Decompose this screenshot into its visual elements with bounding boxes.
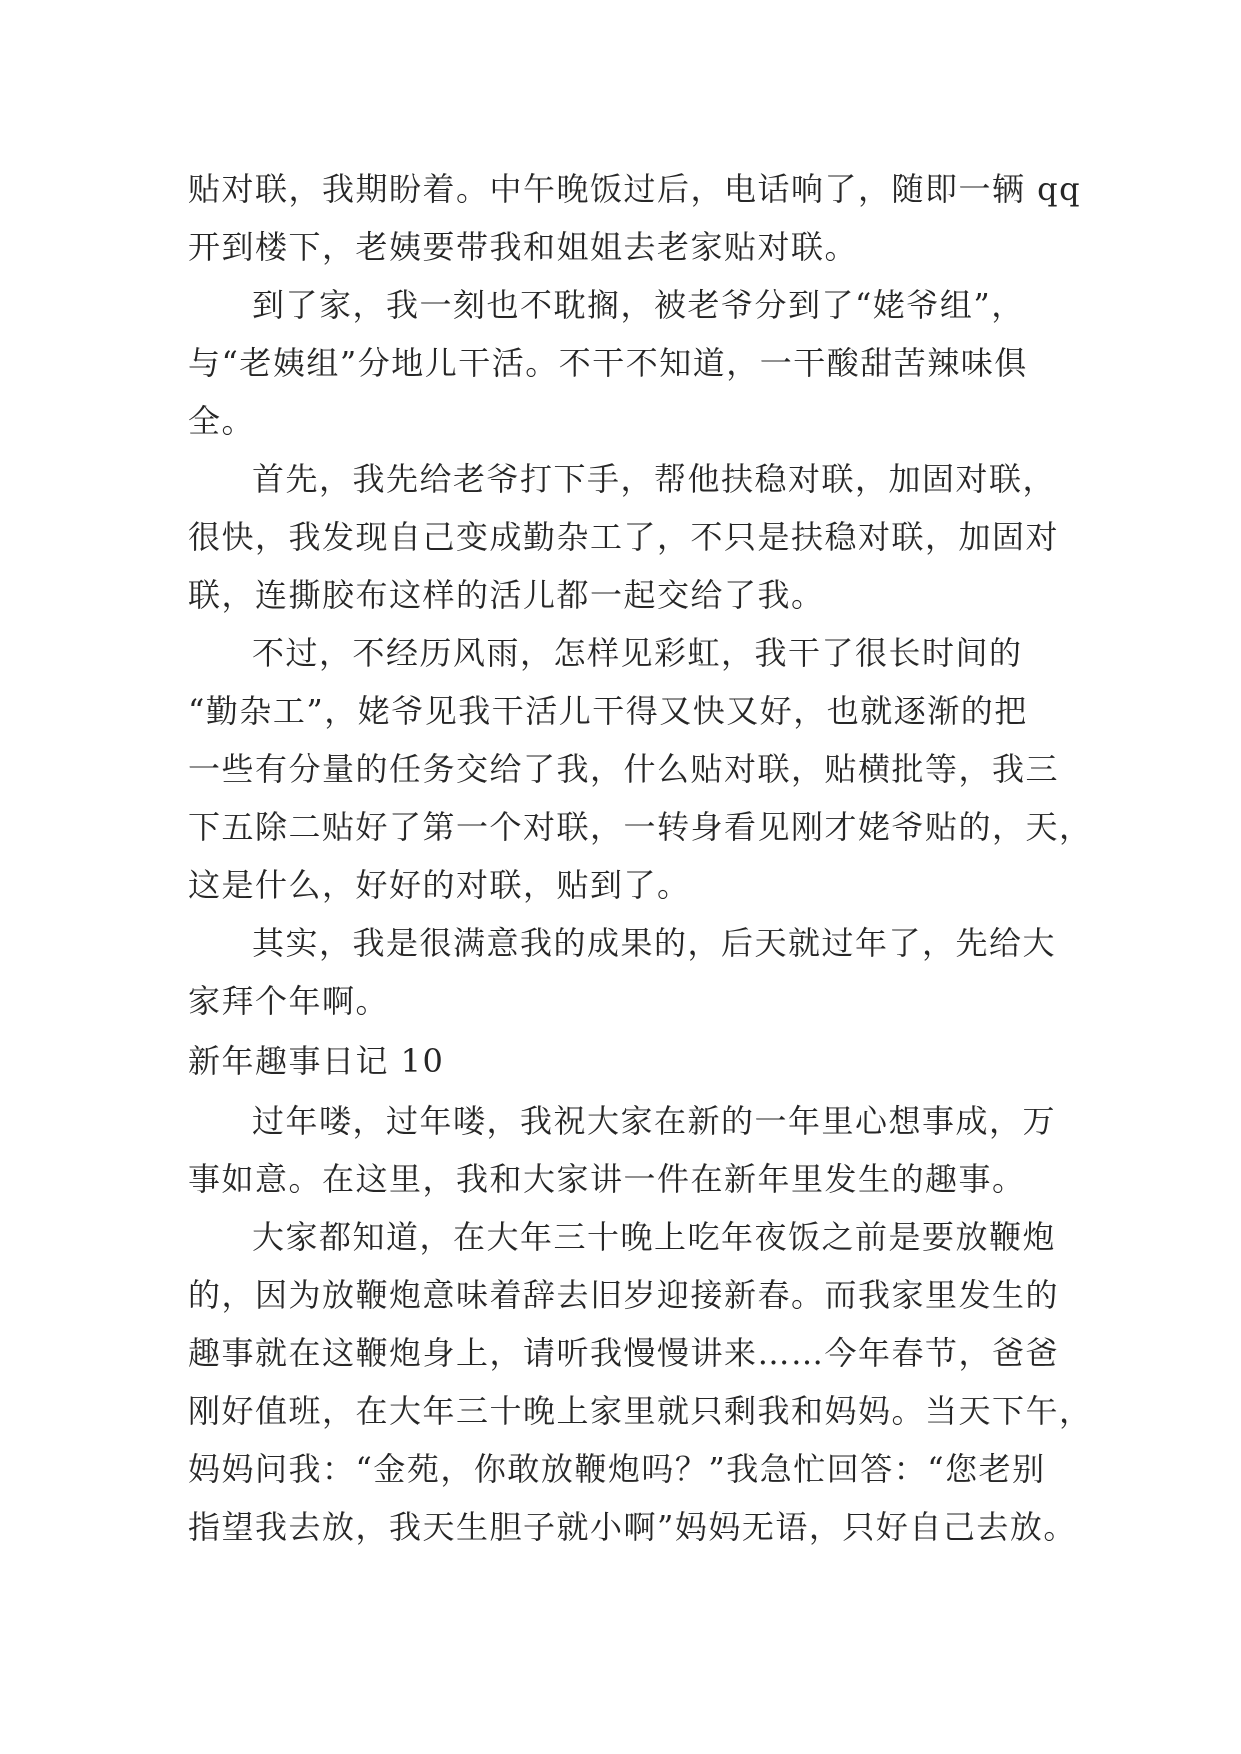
text-line: “勤杂工”，姥爷见我干活儿干得又快又好，也就逐渐的把 bbox=[188, 692, 1028, 730]
paragraph bbox=[188, 914, 1057, 1030]
text-line: 刚好值班，在大年三十晚上家里就只剩我和妈妈。当天下午， bbox=[188, 1392, 1093, 1430]
text-line: 其实，我是很满意我的成果的，后天就过年了，先给大 bbox=[252, 924, 1057, 962]
text-line: 首先，我先给老爷打下手，帮他扶稳对联，加固对联， bbox=[252, 460, 1057, 498]
text-line: 大家都知道，在大年三十晚上吃年夜饭之前是要放鞭炮 bbox=[252, 1218, 1057, 1256]
paragraph bbox=[188, 1092, 1057, 1208]
text-line: 一些有分量的任务交给了我，什么贴对联，贴横批等，我三 bbox=[188, 750, 1060, 788]
text-line: 这是什么，好好的对联，贴到了。 bbox=[188, 866, 691, 904]
text-line: 很快，我发现自己变成勤杂工了，不只是扶稳对联，加固对 bbox=[188, 518, 1060, 556]
paragraph bbox=[188, 450, 1060, 624]
section-heading: 新年趣事日记 10 bbox=[188, 1042, 445, 1080]
text-line: 趣事就在这鞭炮身上，请听我慢慢讲来……今年春节，爸爸 bbox=[188, 1334, 1060, 1372]
text-line: 到了家，我一刻也不耽搁，被老爷分到了“姥爷组”， bbox=[252, 286, 1025, 324]
text-line: 的，因为放鞭炮意味着辞去旧岁迎接新春。而我家里发生的 bbox=[188, 1276, 1060, 1314]
text-line: 家拜个年啊。 bbox=[188, 982, 390, 1020]
paragraph bbox=[188, 160, 1082, 276]
paragraph bbox=[188, 276, 1053, 450]
text-line: 贴对联，我期盼着。中午晚饭过后，电话响了，随即一辆 qq bbox=[188, 170, 1082, 208]
text-line: 指望我去放，我天生胆子就小啊”妈妈无语，只好自己去放。 bbox=[188, 1508, 1077, 1546]
paragraph bbox=[188, 1208, 1093, 1556]
text-line: 与“老姨组”分地儿干活。不干不知道，一干酸甜苦辣味俱 bbox=[188, 344, 1028, 382]
text-line: 不过，不经历风雨，怎样见彩虹，我干了很长时间的 bbox=[252, 634, 1023, 672]
document-body bbox=[188, 160, 1093, 1556]
text-line: 下五除二贴好了第一个对联，一转身看见刚才姥爷贴的，天， bbox=[188, 808, 1093, 846]
paragraph bbox=[188, 624, 1093, 914]
text-line: 全。 bbox=[188, 402, 256, 440]
text-line: 妈妈问我：“金苑，你敢放鞭炮吗？”我急忙回答：“您老别 bbox=[188, 1450, 1046, 1488]
text-line: 开到楼下，老姨要带我和姐姐去老家贴对联。 bbox=[188, 228, 859, 266]
text-line: 过年喽，过年喽，我祝大家在新的一年里心想事成，万 bbox=[252, 1102, 1057, 1140]
text-line: 事如意。在这里，我和大家讲一件在新年里发生的趣事。 bbox=[188, 1160, 1026, 1198]
text-line: 联，连撕胶布这样的活儿都一起交给了我。 bbox=[188, 576, 825, 614]
